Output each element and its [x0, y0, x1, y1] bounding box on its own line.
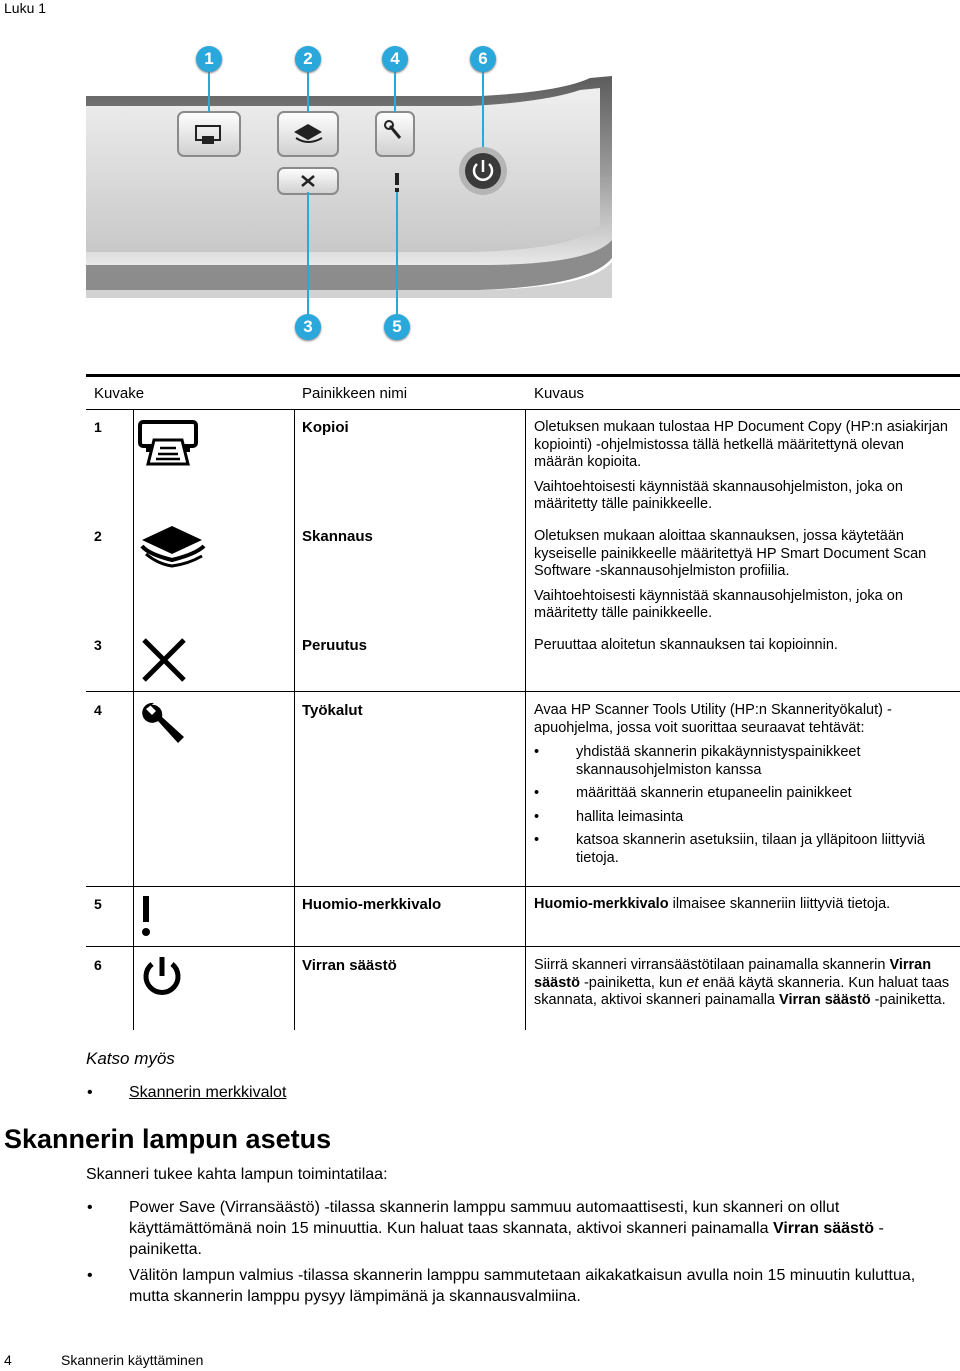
list-item: • katsoa skannerin asetuksiin, tilaan ja ylläpitoon liittyviä tietoja.: [534, 832, 954, 867]
link-text[interactable]: Skannerin merkkivalot: [129, 1084, 287, 1101]
description-italic: et: [686, 974, 699, 991]
callout-6: 6: [470, 46, 496, 72]
row-separator: [86, 946, 960, 947]
list-item: • määrittää skannerin etupaneelin painikkeet: [534, 785, 954, 803]
description-paragraph: Vaihtoehtoisesti käynnistää skannausohjelmiston, joka on määritetty tälle painikkeelle.: [534, 478, 903, 512]
row-description: [534, 419, 954, 521]
description-text: -painiketta, kun: [579, 974, 687, 991]
row-separator: [86, 886, 960, 887]
section-intro: Skanneri tukee kahta lampun toimintatilaa:: [86, 1166, 388, 1183]
button-name: Peruutus: [302, 637, 368, 654]
row-separator: [86, 691, 960, 692]
row-description: [534, 896, 954, 914]
description-text: Siirrä skanneri virransäästötilaan painamalla skannerin: [534, 957, 890, 973]
button-name: Työkalut: [302, 702, 363, 719]
row-number: 5: [94, 896, 102, 912]
callout-5: 5: [384, 314, 410, 340]
item-text: -painiketta.: [129, 1220, 884, 1258]
button-name: Huomio-merkkivalo: [302, 896, 442, 913]
description-text: -painiketta.: [870, 992, 946, 1008]
callout-line-3: [307, 192, 309, 314]
item-text: Välitön lampun valmius -tilassa skannerin lamppu sammutetaan aikakatkaisun avulla noin 15 minuutin kuluttua, mutta skannerin lamppu pysyy lämpimänä ja skannausvalmiina.: [129, 1267, 916, 1305]
bullet-dot: •: [87, 1084, 93, 1101]
callout-line-5: [396, 192, 398, 314]
callout-line-1: [208, 72, 210, 112]
description-bold: Huomio-merkkivalo: [534, 896, 669, 912]
description-bold: Virran säästö: [534, 957, 932, 991]
cancel-icon: [140, 636, 188, 688]
col-divider-2: [294, 410, 295, 1030]
list-item: • yhdistää skannerin pikakäynnistyspainikkeet skannausohjelmiston kanssa: [534, 744, 954, 779]
footer-title: Skannerin käyttäminen: [61, 1352, 204, 1368]
list-item: [87, 1265, 929, 1307]
row-number: 2: [94, 528, 102, 544]
row-number: 6: [94, 957, 102, 973]
power-icon: [140, 954, 184, 1002]
col-divider-1: [133, 410, 134, 1030]
list-item: • hallita leimasinta: [534, 809, 954, 827]
col-divider-3: [525, 410, 526, 1030]
row-number: 1: [94, 419, 102, 435]
header-description: Kuvaus: [534, 385, 585, 402]
description-paragraph: Vaihtoehtoisesti käynnistää skannausohjelmiston, joka on määritetty tälle painikkeelle.: [534, 587, 903, 621]
see-also-label: Katso myös: [86, 1049, 175, 1068]
row-number: 3: [94, 637, 102, 653]
row-description: [534, 528, 954, 630]
description-paragraph: Avaa HP Scanner Tools Utility (HP:n Skannerityökalut) -apuohjelma, jossa voit suorittaa seuraavat tehtävät:: [534, 702, 892, 736]
control-panel-illustration: [0, 40, 960, 350]
callout-3: 3: [295, 314, 321, 340]
row-description: [534, 637, 954, 662]
copy-icon: [138, 418, 200, 472]
callout-line-4: [394, 72, 396, 112]
see-also-link[interactable]: [87, 1082, 287, 1103]
row-description: [534, 702, 954, 873]
callout-line-6: [482, 72, 484, 147]
description-text: ilmaisee skanneriin liittyviä tietoja.: [668, 896, 891, 912]
description-text: enää käytä skanneria. Kun haluat taas skannata, aktivoi skanneri painamalla: [534, 974, 950, 1008]
task-list: [534, 744, 954, 867]
wrench-icon: [140, 699, 188, 751]
row-description: [534, 957, 954, 1010]
bullet-dot: •: [87, 1199, 93, 1216]
callout-2: 2: [295, 46, 321, 72]
control-panel-drawing: [0, 40, 960, 350]
table-top-rule: [86, 374, 960, 377]
callout-1: 1: [196, 46, 222, 72]
button-name: Skannaus: [302, 528, 373, 545]
row-number: 4: [94, 702, 102, 718]
description-paragraph: Oletuksen mukaan tulostaa HP Document Copy (HP:n asiakirjan kopiointi) -ohjelmistossa tällä hetkellä määritettynä olevan määrän kopioita.: [534, 419, 948, 470]
item-bold: Virran säästö: [772, 1220, 875, 1237]
scan-icon: [138, 524, 208, 573]
callout-4: 4: [382, 46, 408, 72]
header-icon: Kuvake: [94, 385, 145, 402]
page-number: 4: [4, 1352, 12, 1368]
description-paragraph: Peruuttaa aloitetun skannauksen tai kopioinnin.: [534, 637, 838, 653]
section-heading: Skannerin lampun asetus: [4, 1124, 332, 1154]
button-table: [86, 374, 960, 1034]
button-name: Virran säästö: [302, 957, 397, 974]
bullet-dot: •: [87, 1267, 93, 1284]
list-item: [87, 1197, 929, 1260]
header-button-name: Painikkeen nimi: [302, 385, 408, 402]
button-name: Kopioi: [302, 419, 349, 436]
description-bold: Virran säästö: [779, 992, 871, 1008]
callout-line-2: [307, 72, 309, 112]
chapter-label: Luku 1: [4, 0, 47, 16]
item-text: Power Save (Virransäästö) -tilassa skannerin lamppu sammuu automaattisesti, kun skanneri on ollut käyttämättömänä noin 15 minuuttia. Kun haluat taas skannata, aktivoi skanneri painamalla: [129, 1199, 840, 1237]
description-paragraph: Oletuksen mukaan aloittaa skannauksen, jossa käytetään kyseiselle painikkeelle määritettyä HP Smart Document Scan Software -skannausohjelmiston profiilia.: [534, 528, 927, 579]
attention-icon: [140, 894, 154, 942]
table-header-rule: [86, 409, 960, 410]
